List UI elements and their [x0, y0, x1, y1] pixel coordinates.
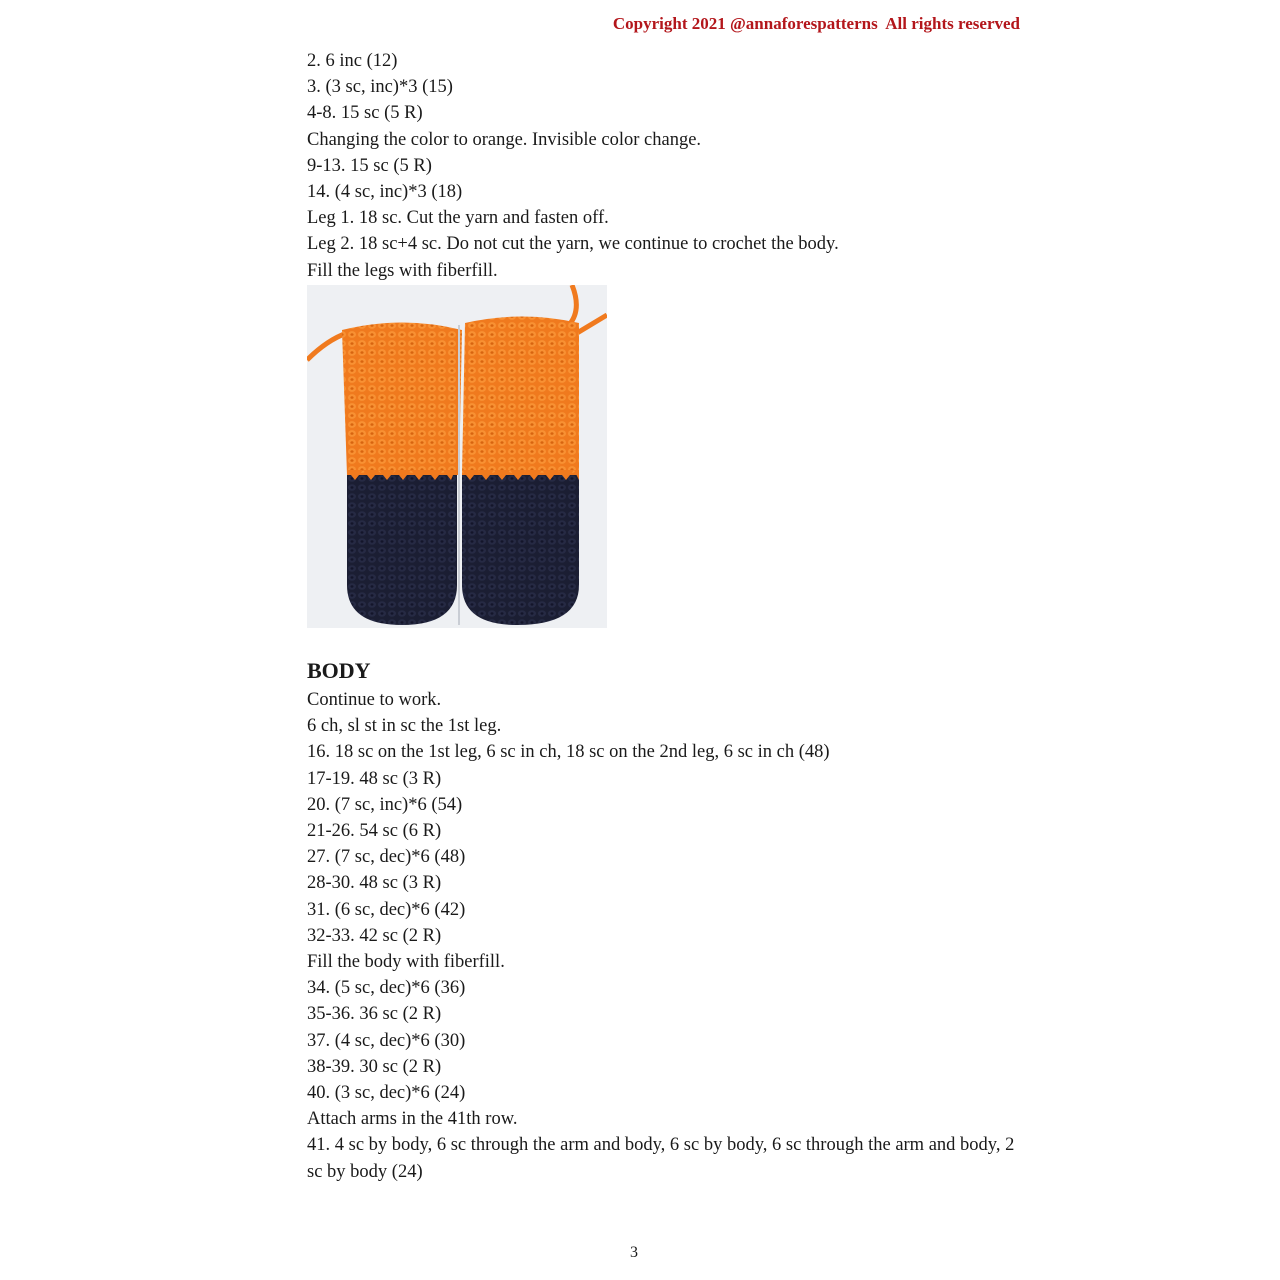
- instruction-line: 21-26. 54 sc (6 R): [307, 821, 442, 842]
- body-instructions: [307, 687, 1027, 1185]
- instruction-line: 37. (4 sc, dec)*6 (30): [307, 1030, 466, 1051]
- left-leg: [342, 323, 462, 626]
- instruction-line: 9-13. 15 sc (5 R): [307, 155, 432, 176]
- instruction-line: 32-33. 42 sc (2 R): [307, 925, 442, 946]
- instruction-line: 38-39. 30 sc (2 R): [307, 1056, 442, 1077]
- instruction-line: Attach arms in the 41th row.: [307, 1109, 518, 1130]
- instruction-line: Fill the body with fiberfill.: [307, 952, 505, 973]
- instruction-line: 20. (7 sc, inc)*6 (54): [307, 794, 463, 815]
- right-leg: [462, 317, 579, 626]
- instruction-line: 27. (7 sc, dec)*6 (48): [307, 847, 466, 868]
- section-heading-body: BODY: [307, 658, 371, 683]
- page-number: 3: [630, 1244, 638, 1261]
- instruction-line: Changing the color to orange. Invisible color change.: [307, 129, 702, 150]
- instruction-line: 16. 18 sc on the 1st leg, 6 sc in ch, 18 sc on the 2nd leg, 6 sc in ch (48): [307, 742, 830, 763]
- instruction-line: 4-8. 15 sc (5 R): [307, 103, 423, 124]
- instruction-line: 14. (4 sc, inc)*3 (18): [307, 182, 463, 203]
- instruction-line: 2. 6 inc (12): [307, 51, 398, 71]
- instruction-line: 28-30. 48 sc (3 R): [307, 873, 442, 894]
- crochet-legs-photo: [307, 285, 607, 628]
- instruction-line: 34. (5 sc, dec)*6 (36): [307, 978, 466, 999]
- instruction-line: 6 ch, sl st in sc the 1st leg.: [307, 716, 502, 737]
- copyright-notice: Copyright 2021 @annaforespatterns All rights reserved: [612, 14, 1020, 33]
- instruction-line: 3. (3 sc, inc)*3 (15): [307, 77, 453, 98]
- legs-instructions: [307, 48, 1027, 284]
- crochet-legs-illustration: [307, 285, 607, 628]
- instruction-line: 17-19. 48 sc (3 R): [307, 768, 442, 789]
- instruction-line: 35-36. 36 sc (2 R): [307, 1004, 442, 1025]
- instruction-line: Leg 1. 18 sc. Cut the yarn and fasten off.: [307, 208, 609, 229]
- instruction-line: Continue to work.: [307, 690, 442, 710]
- instruction-line: 31. (6 sc, dec)*6 (42): [307, 899, 466, 920]
- instruction-line: Fill the legs with fiberfill.: [307, 260, 498, 281]
- instruction-line: 41. 4 sc by body, 6 sc through the arm and body, 6 sc by body, 6 sc through the arm and body, 2 sc by body (24): [307, 1135, 1015, 1182]
- instruction-line: Leg 2. 18 sc+4 sc. Do not cut the yarn, we continue to crochet the body.: [307, 234, 839, 255]
- instruction-line: 40. (3 sc, dec)*6 (24): [307, 1083, 466, 1104]
